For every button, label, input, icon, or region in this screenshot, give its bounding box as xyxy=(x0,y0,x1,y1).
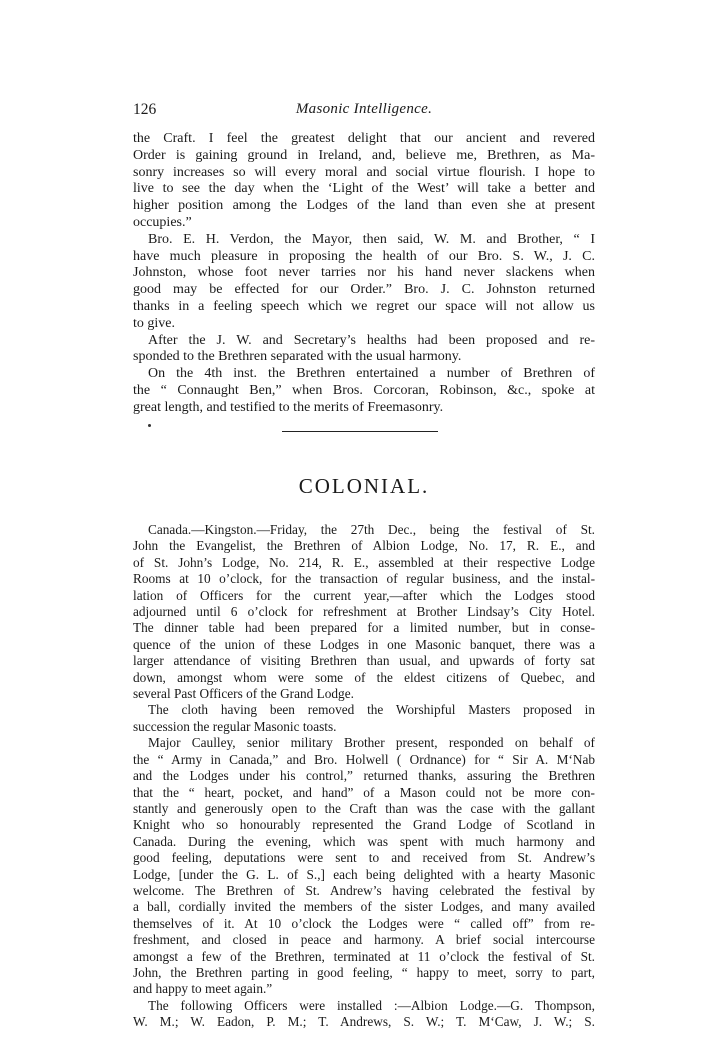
text-line: Bro. E. H. Verdon, the Mayor, then said, W. M. and Brother, “ I xyxy=(148,231,595,247)
section-title: COLONIAL. xyxy=(298,474,430,498)
text-line: Major Caulley, senior military Brother present, responded on behalf of xyxy=(148,735,595,751)
text-line: great length, and testified to the merits of Freemasonry. xyxy=(133,399,444,415)
text-line: that the “ heart, pocket, and hand” of a Mason could not be more con- xyxy=(133,784,595,800)
page-number: 126 xyxy=(133,101,157,118)
text-line: After the J. W. and Secretary’s healths had been proposed and re- xyxy=(148,332,595,348)
text-line: to give. xyxy=(133,315,175,331)
text-line: freshment, and closed in peace and harmony. A brief social intercourse xyxy=(133,932,595,948)
page-header xyxy=(133,101,595,123)
section-divider-rule xyxy=(282,431,438,432)
text-line: a ball, cordially invited the members of the sister Lodges, and many availed xyxy=(133,899,595,915)
text-line: and happy to meet again.” xyxy=(133,981,273,997)
text-line: Rooms at 10 o’clock, for the transaction of regular business, and the instal- xyxy=(133,571,595,587)
text-line: of St. John’s Lodge, No. 214, R. E., assembled at their respective Lodge xyxy=(133,554,595,570)
ink-speck xyxy=(148,424,151,427)
text-line: stantly and generously open to the Craft than was the case with the gallant xyxy=(133,800,595,816)
text-line: the “ Army in Canada,” and Bro. Holwell ( Ordnance) for “ Sir A. M‘Nab xyxy=(133,751,595,767)
text-line: good feeling, deputations were sent to and received from St. Andrew’s xyxy=(133,850,595,866)
text-line: larger attendance of visiting Brethren than usual, and upwards of forty sat xyxy=(133,653,595,669)
text-line: Lodge, [under the G. L. of S.,] each being delighted with a hearty Masonic xyxy=(133,866,595,882)
text-line: have much pleasure in proposing the health of our Bro. S. W., J. C. xyxy=(133,248,595,264)
text-line: The dinner table had been prepared for a limited number, but in conse- xyxy=(133,620,595,636)
text-line: Canada. During the evening, which was spent with much harmony and xyxy=(133,833,595,849)
text-line: Order is gaining ground in Ireland, and, believe me, Brethren, as Ma- xyxy=(133,147,595,163)
text-line: sponded to the Brethren separated with the usual harmony. xyxy=(133,349,462,365)
text-line: live to see the day when the ‘Light of the West’ will take a better and xyxy=(133,181,595,197)
text-line: W. M.; W. Eadon, P. M.; T. Andrews, S. W.; T. M‘Caw, J. W.; S. xyxy=(133,1014,595,1030)
text-line: occupies.” xyxy=(133,214,192,230)
text-line: sonry increases so will every moral and social virtue flourish. I hope to xyxy=(133,164,595,180)
text-line: The cloth having been removed the Worshipful Masters proposed in xyxy=(148,702,595,718)
text-line: down, amongst whom were some of the eldest citizens of Quebec, and xyxy=(133,669,595,685)
text-line: amongst a few of the Brethren, terminated at 11 o’clock the festival of St. xyxy=(133,948,595,964)
text-line: thanks in a feeling speech which we regret our space will not allow us xyxy=(133,298,595,314)
text-line: On the 4th inst. the Brethren entertained a number of Brethren of xyxy=(148,366,595,382)
text-line: quence of the union of these Lodges in one Masonic banquet, there was a xyxy=(133,636,595,652)
text-line: several Past Officers of the Grand Lodge. xyxy=(133,686,354,702)
running-title: Masonic Intelligence. xyxy=(295,101,433,117)
text-line: lation of Officers for the current year,—after which the Lodges stood xyxy=(133,587,595,603)
text-line: John, the Brethren parting in good feeling, “ happy to meet, sorry to part, xyxy=(133,964,595,980)
text-line: adjourned until 6 o’clock for refreshment at Brother Lindsay’s City Hotel. xyxy=(133,604,595,620)
text-line: John the Evangelist, the Brethren of Albion Lodge, No. 17, R. E., and xyxy=(133,538,595,554)
text-line: Canada.—Kingston.—Friday, the 27th Dec., being the festival of St. xyxy=(148,522,595,537)
text-line: Knight who so honourably represented the Grand Lodge of Scotland in xyxy=(133,817,595,833)
continued-article-text xyxy=(133,131,595,417)
text-line: The following Officers were installed :—Albion Lodge.—G. Thompson, xyxy=(148,997,595,1013)
text-line: good may be effected for our Order.” Bro. J. C. Johnston returned xyxy=(133,282,595,298)
text-line: succession the regular Masonic toasts. xyxy=(133,718,337,734)
text-line: Johnston, whose foot never tarries nor his hand never slackens when xyxy=(133,265,595,281)
colonial-article-text xyxy=(133,522,595,1031)
text-line: and the Lodges under his control,” returned thanks, assuring the Brethren xyxy=(133,768,595,784)
text-line: welcome. The Brethren of St. Andrew’s having celebrated the festival by xyxy=(133,882,595,898)
text-line: the “ Connaught Ben,” when Bros. Corcoran, Robinson, &c., spoke at xyxy=(133,382,595,398)
text-line: the Craft. I feel the greatest delight that our ancient and revered xyxy=(133,131,595,146)
text-line: themselves of it. At 10 o’clock the Lodges were “ called off” from re- xyxy=(133,915,595,931)
text-line: higher position among the Lodges of the land than even she at present xyxy=(133,198,595,214)
